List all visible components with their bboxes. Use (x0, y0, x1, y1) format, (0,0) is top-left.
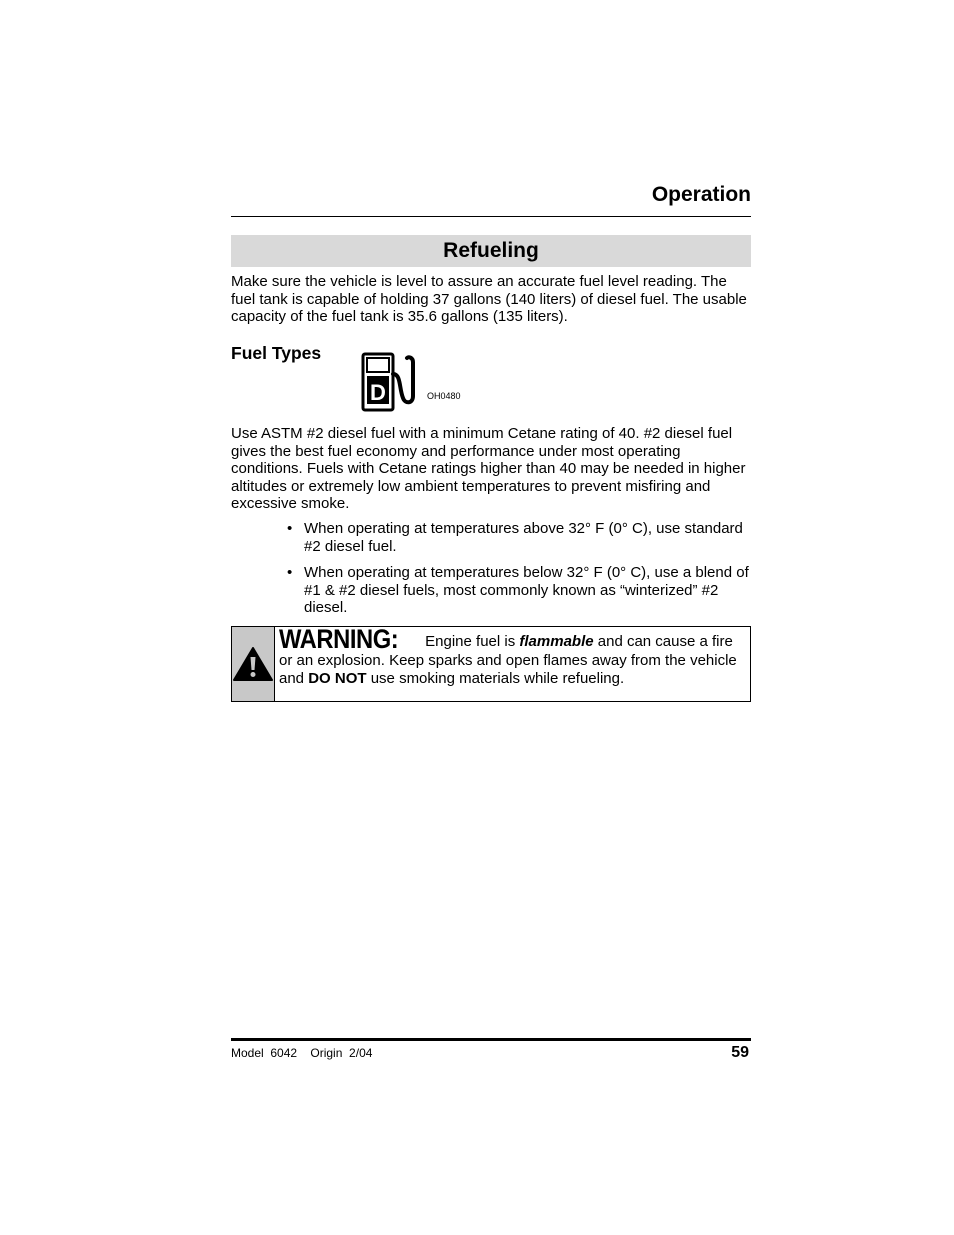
warning-label: WARNING: (279, 624, 399, 654)
chapter-title: Operation (651, 183, 751, 206)
warning-text: WARNING: Engine fuel is flammable and can cause a fire or an explosion. Keep sparks and open flames away from the vehicle and DO NOT use smoking materials while refueling. (279, 624, 737, 687)
footer-model-origin: Model 6042 Origin 2/04 (231, 1046, 373, 1060)
warning-sidebar (232, 627, 275, 701)
fuel-types-paragraph: Use ASTM #2 diesel fuel with a minimum Cetane rating of 40. #2 diesel fuel gives the best fuel economy and performance under most operating conditions. Fuels with Cetane ratings higher than 40 may be needed in higher altitudes or extremely low ambient temperatures to prevent misfiring and excessive smoke. (231, 425, 746, 512)
page-number: 59 (731, 1044, 749, 1061)
intro-paragraph: Make sure the vehicle is level to assure an accurate fuel level reading. The fuel tank is capable of holding 37 gallons (140 liters) of diesel fuel. The usable capacity of the fuel tank is 35.6 gallons (135 liters). (231, 273, 747, 325)
section-title: Refueling (231, 235, 751, 267)
footer-rule (231, 1038, 751, 1041)
list-item: • When operating at temperatures above 32° F (0° C), use standard #2 diesel fuel. (287, 520, 743, 555)
list-item: • When operating at temperatures below 32° F (0° C), use a blend of #1 & #2 diesel fuels, most commonly known as “winterized” #2 diesel. (287, 564, 749, 616)
warning-box (231, 626, 751, 702)
temperature-bullet-list (287, 520, 751, 626)
pump-letter: D (370, 380, 386, 405)
warning-triangle-icon (232, 646, 274, 682)
fuel-types-heading: Fuel Types (231, 343, 322, 363)
bullet-text: When operating at temperatures above 32° F (0° C), use standard #2 diesel fuel. (304, 520, 743, 555)
figure-id: OH0480 (427, 391, 461, 401)
flammable-emphasis: flammable (519, 633, 594, 650)
bullet-text: When operating at temperatures below 32° F (0° C), use a blend of #1 & #2 diesel fuels, most commonly known as “winterized” #2 diesel. (304, 564, 749, 616)
do-not-emphasis: DO NOT (308, 670, 367, 687)
diesel-fuel-pump-icon (361, 352, 417, 412)
chapter-rule (231, 216, 751, 217)
